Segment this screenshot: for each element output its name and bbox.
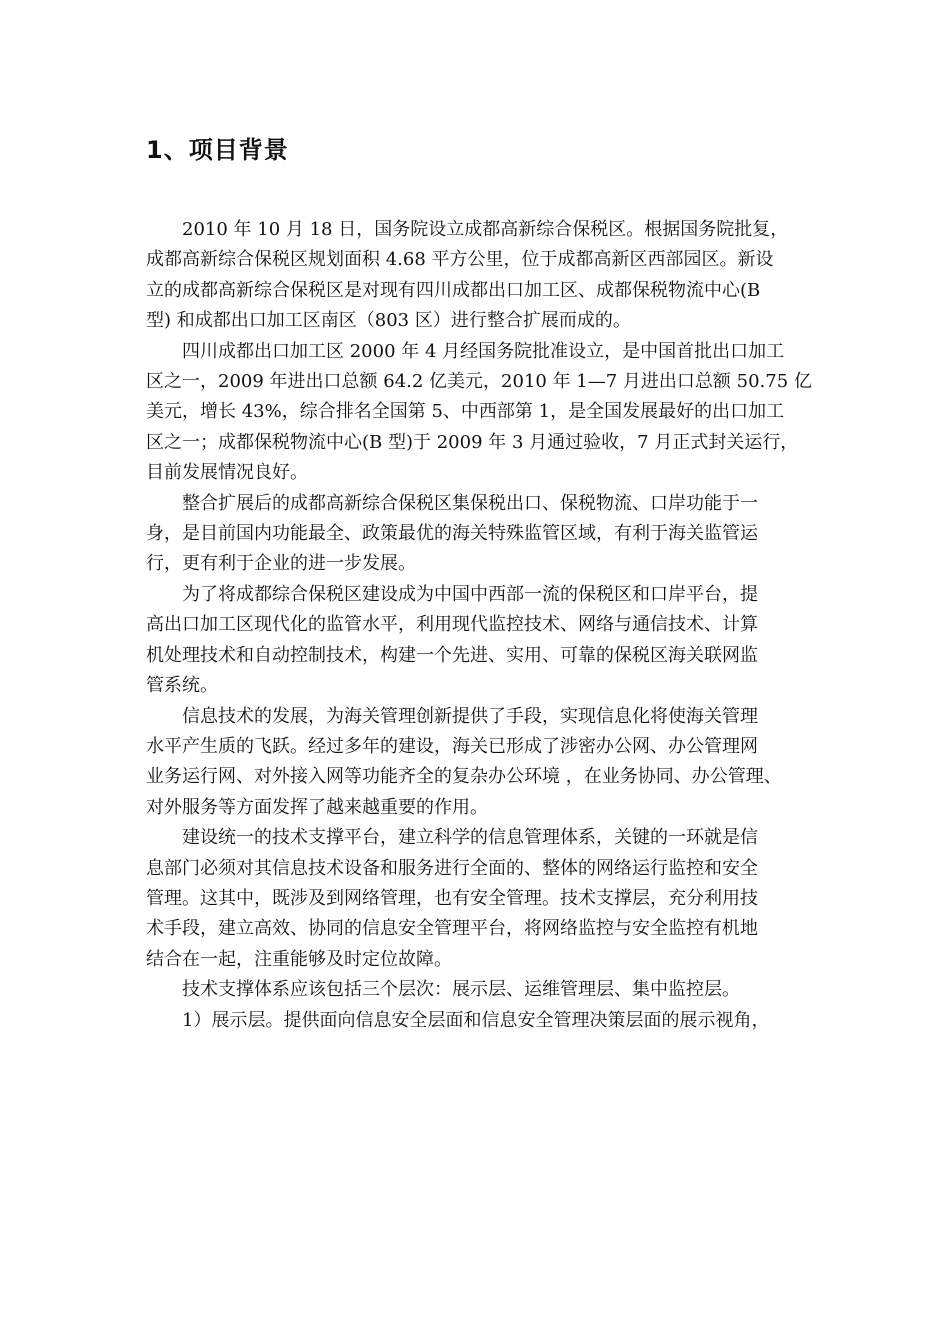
text-line: 行，更有利于企业的进一步发展。	[146, 553, 416, 575]
text-line: 息部门必须对其信息技术设备和服务进行全面的、整体的网络运行监控和安全	[146, 857, 758, 879]
paragraph-5	[146, 702, 826, 824]
text-line: 区之一；成都保税物流中心(B 型)于 2009 年 3 月通过验收，7 月正式封关运行，	[146, 431, 799, 453]
text-line: 结合在一起，注重能够及时定位故障。	[146, 948, 452, 970]
paragraph-3	[146, 489, 826, 580]
text-line: 四川成都出口加工区 2000 年 4 月经国务院批准设立，是中国首批出口加工	[182, 340, 785, 362]
text-line: 为了将成都综合保税区建设成为中国中西部一流的保税区和口岸平台，提	[182, 583, 758, 605]
text-line: 管理。这其中，既涉及到网络管理，也有安全管理。技术支撑层，充分利用技	[146, 887, 758, 909]
text-line: 信息技术的发展，为海关管理创新提供了手段，实现信息化将使海关管理	[182, 705, 758, 727]
body-text	[146, 215, 826, 1036]
paragraph-1	[146, 215, 826, 337]
text-line: 高出口加工区现代化的监管水平，利用现代监控技术、网络与通信技术、计算	[146, 614, 758, 636]
text-line: 立的成都高新综合保税区是对现有四川成都出口加工区、成都保税物流中心(B	[146, 279, 761, 301]
text-line: 对外服务等方面发挥了越来越重要的作用。	[146, 796, 488, 818]
section-heading: 1、项目背景	[146, 136, 289, 164]
paragraph-4	[146, 580, 826, 702]
text-line: 整合扩展后的成都高新综合保税区集保税出口、保税物流、口岸功能于一	[182, 492, 758, 514]
text-line: 型) 和成都出口加工区南区（803 区）进行整合扩展而成的。	[146, 310, 631, 332]
text-line: 目前发展情况良好。	[146, 462, 308, 484]
text-line: 1）展示层。提供面向信息安全层面和信息安全管理决策层面的展示视角，	[182, 1009, 770, 1031]
text-line: 身，是目前国内功能最全、政策最优的海关特殊监管区域，有利于海关监管运	[146, 523, 758, 545]
text-line: 水平产生质的飞跃。经过多年的建设，海关已形成了涉密办公网、办公管理网	[146, 735, 758, 757]
text-line: 成都高新综合保税区规划面积 4.68 平方公里，位于成都高新区西部园区。新设	[146, 249, 774, 271]
text-line: 技术支撑体系应该包括三个层次：展示层、运维管理层、集中监控层。	[182, 979, 740, 1001]
text-line: 美元，增长 43%，综合排名全国第 5、中西部第 1，是全国发展最好的出口加工	[146, 401, 785, 423]
paragraph-7	[146, 975, 826, 1005]
text-line: 建设统一的技术支撑平台，建立科学的信息管理体系，关键的一环就是信	[182, 827, 758, 849]
text-line: 业务运行网、对外接入网等功能齐全的复杂办公环境 ，在业务协同、办公管理、	[146, 766, 782, 788]
text-line: 区之一，2009 年进出口总额 64.2 亿美元，2010 年 1—7 月进出口总额 50.75 亿	[146, 371, 812, 393]
paragraph-2	[146, 337, 826, 489]
text-line: 机处理技术和自动控制技术，构建一个先进、实用、可靠的保税区海关联网监	[146, 644, 758, 666]
text-line: 2010 年 10 月 18 日，国务院设立成都高新综合保税区。根据国务院批复，	[182, 219, 789, 240]
paragraph-6	[146, 823, 826, 975]
text-line: 术手段，建立高效、协同的信息安全管理平台，将网络监控与安全监控有机地	[146, 918, 758, 940]
text-line: 管系统。	[146, 675, 218, 697]
paragraph-8	[146, 1006, 826, 1036]
